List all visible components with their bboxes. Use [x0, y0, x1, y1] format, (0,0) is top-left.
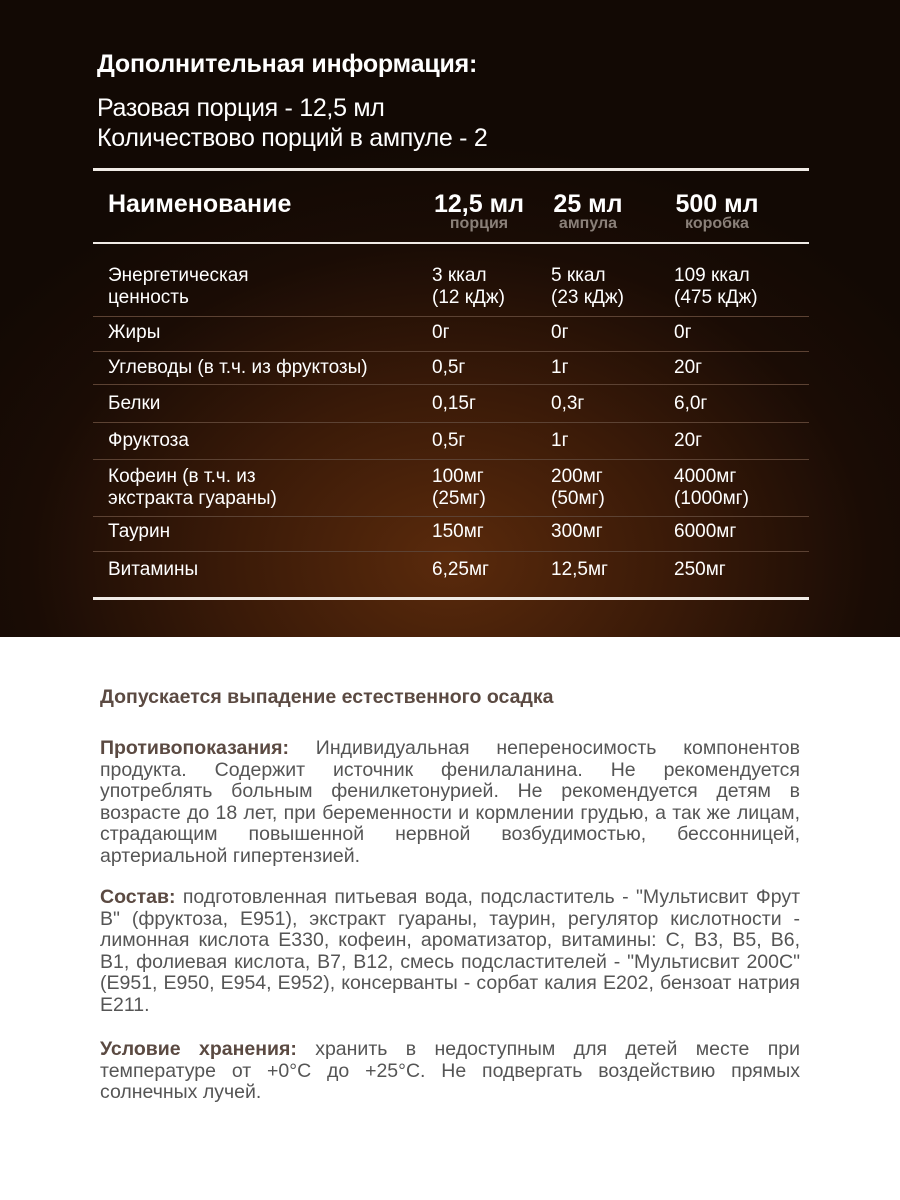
- column-header-name: Наименование: [108, 190, 292, 218]
- row-value: 6,0г: [674, 393, 708, 414]
- row-value: 20г: [674, 430, 703, 451]
- column-amount: 500 мл: [675, 190, 759, 218]
- composition-paragraph: [100, 887, 800, 1016]
- contraindications-text: Индивидуальная непереносимость компонентов продукта. Содержит источник фенилаланина. Не рекомендуется употреблять больным фенилкетонурией. Не рекомендуется детям в возрасте до 18 лет, при беременности и кормлении грудью, а так же лицам, страдающим повышенной нервной возбудимостью, бессонницей, артериальной гипертензией.: [100, 737, 800, 867]
- column-unit: порция: [449, 215, 509, 232]
- serving-size: Разовая порция - 12,5 мл: [97, 94, 385, 122]
- table-row: [93, 517, 809, 552]
- row-value: 6,25мг: [432, 559, 489, 580]
- row-value: 20г: [674, 357, 703, 378]
- table-row: [93, 352, 809, 385]
- row-name: Жиры: [108, 322, 161, 343]
- row-name: Энергетическая ценность: [108, 265, 249, 308]
- column-unit: ампула: [558, 215, 618, 232]
- storage-text: хранить в недоступным для детей месте при температуре от +0°С до +25°С. Не подвергать воздействию прямых солнечных лучей.: [100, 1038, 800, 1103]
- row-value: 0,3г: [551, 393, 585, 414]
- table-bottom-rule: [93, 597, 809, 600]
- row-value: 0,5г: [432, 430, 466, 451]
- composition-label: Состав:: [100, 886, 176, 908]
- sediment-note: Допускается выпадение естественного осадка: [100, 686, 554, 708]
- row-name: Углеводы (в т.ч. из фруктозы): [108, 357, 368, 378]
- column-header-box: [672, 190, 762, 232]
- row-value: 100мг (25мг): [432, 466, 486, 509]
- contraindications-label: Противопоказания:: [100, 737, 289, 759]
- row-value: 250мг: [674, 559, 726, 580]
- row-value: 6000мг: [674, 521, 737, 542]
- row-value: 0г: [551, 322, 569, 343]
- row-name: Кофеин (в т.ч. из экстракта гуараны): [108, 466, 277, 509]
- row-value: 150мг: [432, 521, 484, 542]
- row-value: 0,15г: [432, 393, 476, 414]
- row-value: 1г: [551, 357, 569, 378]
- table-row: [93, 317, 809, 352]
- table-row: [93, 423, 809, 460]
- servings-count: Количествово порций в ампуле - 2: [97, 124, 488, 152]
- row-value: 0г: [674, 322, 692, 343]
- table-top-rule: [93, 168, 809, 171]
- row-name: Таурин: [108, 521, 171, 542]
- column-header-serving: [430, 190, 528, 232]
- row-value: 12,5мг: [551, 559, 608, 580]
- row-name: Витамины: [108, 559, 199, 580]
- row-name: Фруктоза: [108, 430, 189, 451]
- table-row: [93, 552, 809, 596]
- composition-text: подготовленная питьевая вода, подсластитель - "Мультисвит Фрут В" (фруктоза, Е951), экстракт гуараны, таурин, регулятор кислотности - лимонная кислота Е330, кофеин, ароматизатор, витамины: С, В3, В5, В6, В1, фолиевая кислота, В7, В12, смесь подсластителей - "Мультисвит 200С" (Е951, Е950, Е954, Е952), консерванты - сорбат калия Е202, бензоат натрия Е211.: [100, 886, 800, 1016]
- table-row: [93, 244, 809, 317]
- row-value: 300мг: [551, 521, 603, 542]
- table-row: [93, 385, 809, 423]
- column-header-ampoule: [550, 190, 626, 232]
- storage-label: Условие хранения:: [100, 1038, 297, 1060]
- column-unit: коробка: [685, 215, 749, 232]
- row-value: 0,5г: [432, 357, 466, 378]
- row-value: 109 ккал (475 кДж): [674, 265, 758, 308]
- row-name: Белки: [108, 393, 161, 414]
- info-title: Дополнительная информация:: [97, 50, 478, 78]
- row-value: 4000мг (1000мг): [674, 466, 749, 509]
- table-row: [93, 460, 809, 517]
- column-amount: 12,5 мл: [434, 190, 524, 218]
- row-value: 0г: [432, 322, 450, 343]
- row-value: 5 ккал (23 кДж): [551, 265, 624, 308]
- row-value: 200мг (50мг): [551, 466, 605, 509]
- contraindications-paragraph: [100, 738, 800, 867]
- row-value: 1г: [551, 430, 569, 451]
- storage-paragraph: [100, 1039, 800, 1104]
- row-value: 3 ккал (12 кДж): [432, 265, 505, 308]
- column-amount: 25 мл: [553, 190, 623, 218]
